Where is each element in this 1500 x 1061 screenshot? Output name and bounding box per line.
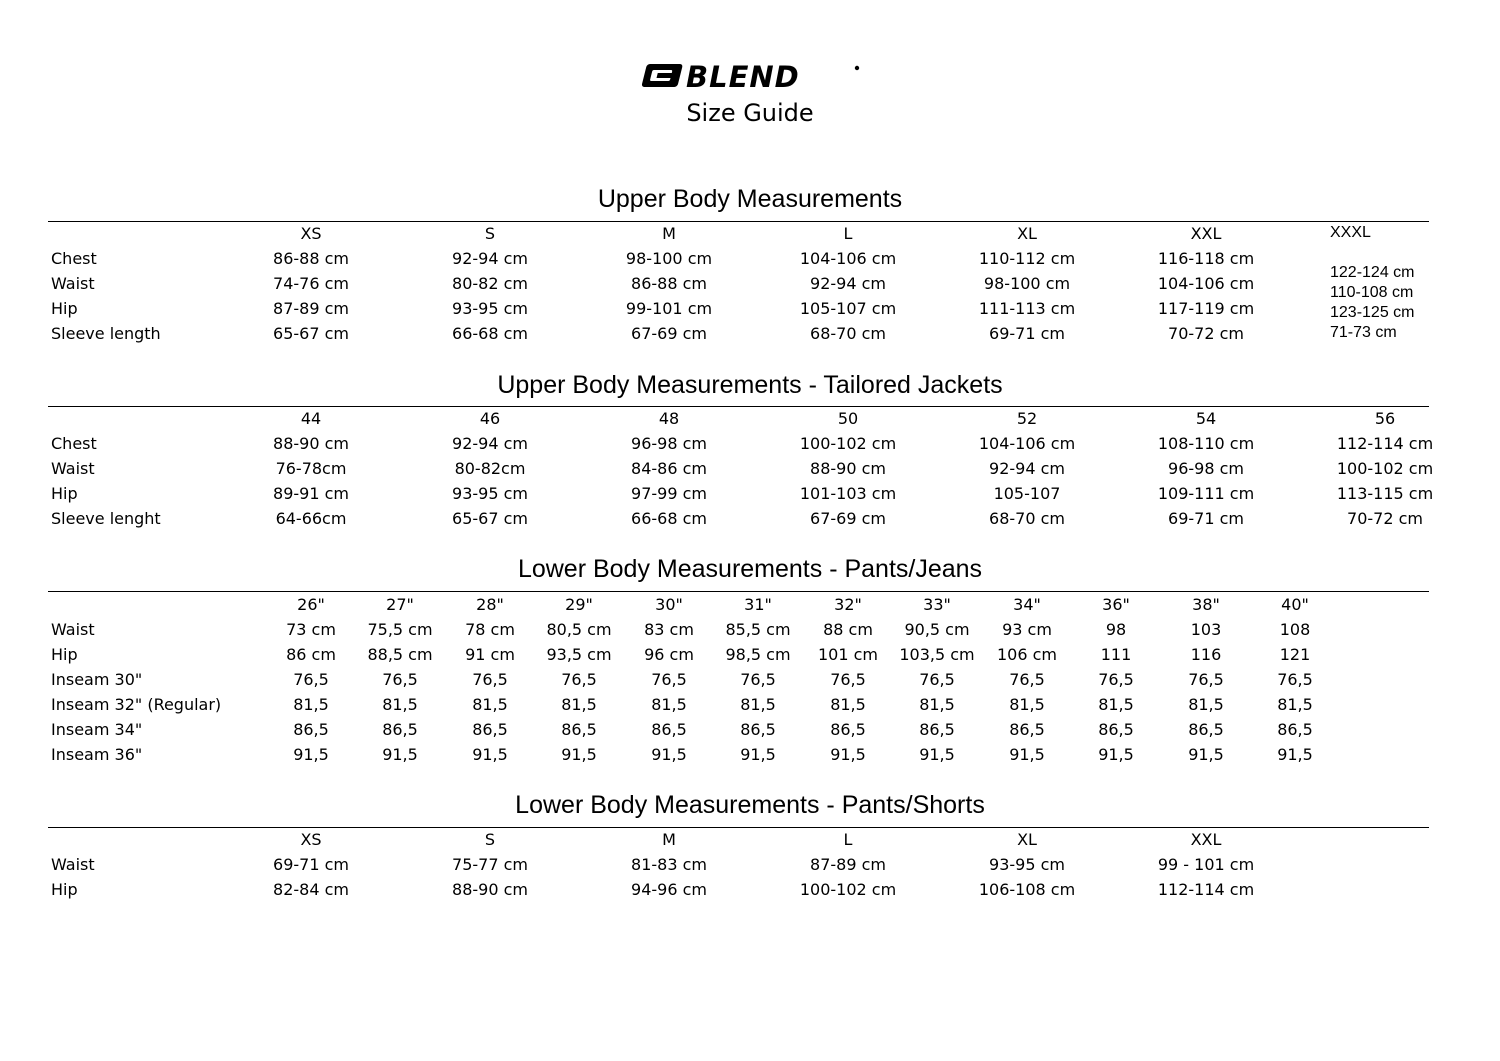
table-cell: 103,5 cm [899,645,975,664]
table-cell: 82-84 cm [273,880,349,899]
table-cell: 92-94 cm [452,434,528,453]
size-header: 44 [300,409,322,428]
table-row [0,431,1500,456]
logo-wordmark: BLEND [686,60,800,92]
table-cell: 81,5 [1277,695,1313,714]
row-label: Sleeve lenght [51,509,161,528]
table-cell: 86,5 [919,720,955,739]
table-cell: 76,5 [561,670,597,689]
table-cell: 93-95 cm [452,484,528,503]
table-cell: 76,5 [1188,670,1224,689]
table-cell: 86 cm [286,645,336,664]
table-cell: 81,5 [1188,695,1224,714]
table-cell: 87-89 cm [273,299,349,318]
table-cell: 88 cm [823,620,873,639]
table-cell: 96 cm [644,645,694,664]
size-header: 30" [655,595,683,614]
size-header: XL [1017,224,1037,243]
size-header: 48 [658,409,680,428]
table-cell: 108-110 cm [1157,434,1255,453]
section-title-upper: Upper Body Measurements [597,185,903,213]
table-cell: 73 cm [286,620,336,639]
table-cell: 83 cm [644,620,694,639]
table-cell: 76,5 [651,670,687,689]
table-cell: 93,5 cm [546,645,612,664]
row-label: Hip [51,645,78,664]
table-cell: 87-89 cm [810,855,886,874]
table-cell: 93-95 cm [452,299,528,318]
table-cell: 81-83 cm [631,855,707,874]
size-header: XS [300,224,322,243]
table-cell: 81,5 [1009,695,1045,714]
size-header: 46 [479,409,501,428]
size-header: S [484,224,496,243]
row-label: Chest [51,249,97,268]
table-cell: 103 [1190,620,1222,639]
table-cell: 66-68 cm [452,324,528,343]
table-cell: 86,5 [651,720,687,739]
size-header: XL [1017,830,1037,849]
table-cell: 80,5 cm [546,620,612,639]
table-cell: 76-78cm [275,459,347,478]
table-cell: 86,5 [830,720,866,739]
table-cell: 81,5 [472,695,508,714]
blend-logo-icon [640,60,864,92]
table-cell: 78 cm [465,620,515,639]
xxxl-value: 71-73 cm [1330,324,1397,341]
table-cell: 88-90 cm [810,459,886,478]
size-header: 56 [1374,409,1396,428]
table-cell: 68-70 cm [810,324,886,343]
table-cell: 98-100 cm [625,249,713,268]
table-cell: 76,5 [382,670,418,689]
table-cell: 67-69 cm [810,509,886,528]
size-header: 54 [1195,409,1217,428]
table-cell: 86,5 [1277,720,1313,739]
table-cell: 105-107 [993,484,1061,503]
table-cell: 91,5 [1098,745,1134,764]
table-cell: 105-107 cm [799,299,897,318]
xxxl-value: 122-124 cm [1330,264,1415,281]
size-header: 36" [1102,595,1130,614]
table-cell: 81,5 [561,695,597,714]
table-cell: 75,5 cm [367,620,433,639]
table-cell: 96-98 cm [1168,459,1244,478]
row-label: Waist [51,274,95,293]
table-cell: 86,5 [1009,720,1045,739]
table-cell: 84-86 cm [631,459,707,478]
table-cell: 110-112 cm [978,249,1076,268]
size-header: S [484,830,496,849]
table-cell: 88-90 cm [452,880,528,899]
table-row [0,456,1500,481]
table-cell: 106-108 cm [978,880,1076,899]
table-cell: 64-66cm [275,509,347,528]
table-cell: 91,5 [830,745,866,764]
size-header: 52 [1016,409,1038,428]
row-label: Inseam 36" [51,745,143,764]
table-cell: 108 [1279,620,1311,639]
table-cell: 111 [1100,645,1132,664]
table-cell: 67-69 cm [631,324,707,343]
size-header: M [662,224,676,243]
table-cell: 94-96 cm [631,880,707,899]
size-header: 50 [837,409,859,428]
table-cell: 70-72 cm [1168,324,1244,343]
xxxl-value: 110-108 cm [1330,284,1414,301]
table-cell: 91,5 [1188,745,1224,764]
table-row [0,271,1500,296]
table-cell: 65-67 cm [273,324,349,343]
table-cell: 91,5 [1277,745,1313,764]
size-header: 26" [297,595,325,614]
table-cell: 117-119 cm [1157,299,1255,318]
table-cell: 81,5 [293,695,329,714]
table-cell: 81,5 [382,695,418,714]
table-cell: 121 [1279,645,1311,664]
row-label: Hip [51,880,78,899]
row-label: Waist [51,855,95,874]
row-label: Sleeve length [51,324,161,343]
size-header: 38" [1192,595,1220,614]
table-row [0,617,1500,642]
table-row [0,692,1500,717]
row-label: Chest [51,434,97,453]
table-cell: 91 cm [465,645,515,664]
table-row [0,717,1500,742]
table-row [0,642,1500,667]
table-row [0,506,1500,531]
table-row [0,877,1500,902]
table-cell: 81,5 [1098,695,1134,714]
header-row [0,827,1500,852]
size-header: XXL [1190,830,1222,849]
table-cell: 116 [1190,645,1222,664]
table-cell: 86-88 cm [631,274,707,293]
table-row [0,852,1500,877]
table-cell: 92-94 cm [989,459,1065,478]
table-cell: 69-71 cm [1168,509,1244,528]
size-header: 32" [834,595,862,614]
table-cell: 80-82 cm [452,274,528,293]
size-header: 33" [923,595,951,614]
table-cell: 88,5 cm [367,645,433,664]
xxxl-value: 123-125 cm [1330,304,1415,321]
table-cell: 96-98 cm [631,434,707,453]
table-cell: 85,5 cm [725,620,791,639]
size-header: 27" [386,595,414,614]
size-header: XS [300,830,322,849]
table-cell: 113-115 cm [1336,484,1434,503]
table-cell: 92-94 cm [452,249,528,268]
table-cell: 93 cm [1002,620,1052,639]
size-header: 40" [1281,595,1309,614]
size-header: 28" [476,595,504,614]
row-label: Inseam 30" [51,670,143,689]
table-cell: 86-88 cm [273,249,349,268]
table-cell: 112-114 cm [1336,434,1434,453]
table-cell: 112-114 cm [1157,880,1255,899]
table-cell: 74-76 cm [273,274,349,293]
table-cell: 104-106 cm [978,434,1076,453]
table-cell: 88-90 cm [273,434,349,453]
table-cell: 89-91 cm [273,484,349,503]
table-cell: 69-71 cm [989,324,1065,343]
header-row [0,406,1500,431]
table-cell: 98,5 cm [725,645,791,664]
table-cell: 91,5 [740,745,776,764]
section-title-shorts: Lower Body Measurements - Pants/Shorts [515,791,985,819]
table-row [0,296,1500,321]
table-cell: 80-82cm [454,459,526,478]
table-cell: 91,5 [382,745,418,764]
table-row [0,321,1500,346]
table-cell: 81,5 [651,695,687,714]
table-cell: 86,5 [740,720,776,739]
table-cell: 111-113 cm [978,299,1076,318]
table-cell: 101 cm [817,645,879,664]
table-cell: 93-95 cm [989,855,1065,874]
table-cell: 68-70 cm [989,509,1065,528]
table-cell: 104-106 cm [1157,274,1255,293]
size-header: 34" [1013,595,1041,614]
table-cell: 65-67 cm [452,509,528,528]
table-cell: 99 - 101 cm [1157,855,1255,874]
size-header: 31" [744,595,772,614]
table-row [0,246,1500,271]
table-cell: 98 [1105,620,1127,639]
table-cell: 100-102 cm [799,434,897,453]
table-cell: 86,5 [1098,720,1134,739]
table-cell: 101-103 cm [799,484,897,503]
table-cell: 97-99 cm [631,484,707,503]
row-label: Waist [51,620,95,639]
table-cell: 81,5 [919,695,955,714]
table-cell: 99-101 cm [625,299,713,318]
size-header: L [843,830,853,849]
table-cell: 90,5 cm [904,620,970,639]
table-row [0,481,1500,506]
table-cell: 75-77 cm [452,855,528,874]
table-cell: 100-102 cm [799,880,897,899]
table-cell: 86,5 [1188,720,1224,739]
table-cell: 109-111 cm [1157,484,1255,503]
size-header: L [843,224,853,243]
section-title-tailored: Upper Body Measurements - Tailored Jackets [497,371,1003,399]
table-cell: 76,5 [740,670,776,689]
size-header: M [662,830,676,849]
table-cell: 76,5 [1277,670,1313,689]
table-cell: 91,5 [1009,745,1045,764]
row-label: Inseam 32" (Regular) [51,695,222,714]
section-title-jeans: Lower Body Measurements - Pants/Jeans [517,555,983,583]
page-subtitle: Size Guide [686,99,814,127]
row-label: Inseam 34" [51,720,143,739]
table-cell: 70-72 cm [1347,509,1423,528]
brand-logo [640,60,864,92]
table-cell: 91,5 [919,745,955,764]
table-cell: 91,5 [293,745,329,764]
header-row [0,221,1500,246]
table-cell: 104-106 cm [799,249,897,268]
table-cell: 91,5 [561,745,597,764]
table-cell: 66-68 cm [631,509,707,528]
size-header-xxxl: XXXL [1330,224,1371,241]
table-cell: 76,5 [472,670,508,689]
table-cell: 116-118 cm [1157,249,1255,268]
table-row [0,742,1500,767]
size-header: 29" [565,595,593,614]
table-cell: 86,5 [561,720,597,739]
table-cell: 76,5 [919,670,955,689]
row-label: Hip [51,484,78,503]
table-cell: 86,5 [382,720,418,739]
header-row [0,592,1500,617]
table-cell: 69-71 cm [273,855,349,874]
table-cell: 106 cm [996,645,1058,664]
table-cell: 76,5 [293,670,329,689]
table-cell: 76,5 [1009,670,1045,689]
table-cell: 86,5 [293,720,329,739]
table-cell: 91,5 [472,745,508,764]
table-cell: 92-94 cm [810,274,886,293]
table-cell: 76,5 [830,670,866,689]
size-header: XXL [1190,224,1222,243]
table-cell: 81,5 [740,695,776,714]
row-label: Hip [51,299,78,318]
row-label: Waist [51,459,95,478]
table-row [0,667,1500,692]
table-cell: 76,5 [1098,670,1134,689]
table-cell: 86,5 [472,720,508,739]
table-cell: 98-100 cm [983,274,1071,293]
table-cell: 81,5 [830,695,866,714]
table-cell: 91,5 [651,745,687,764]
table-cell: 100-102 cm [1336,459,1434,478]
